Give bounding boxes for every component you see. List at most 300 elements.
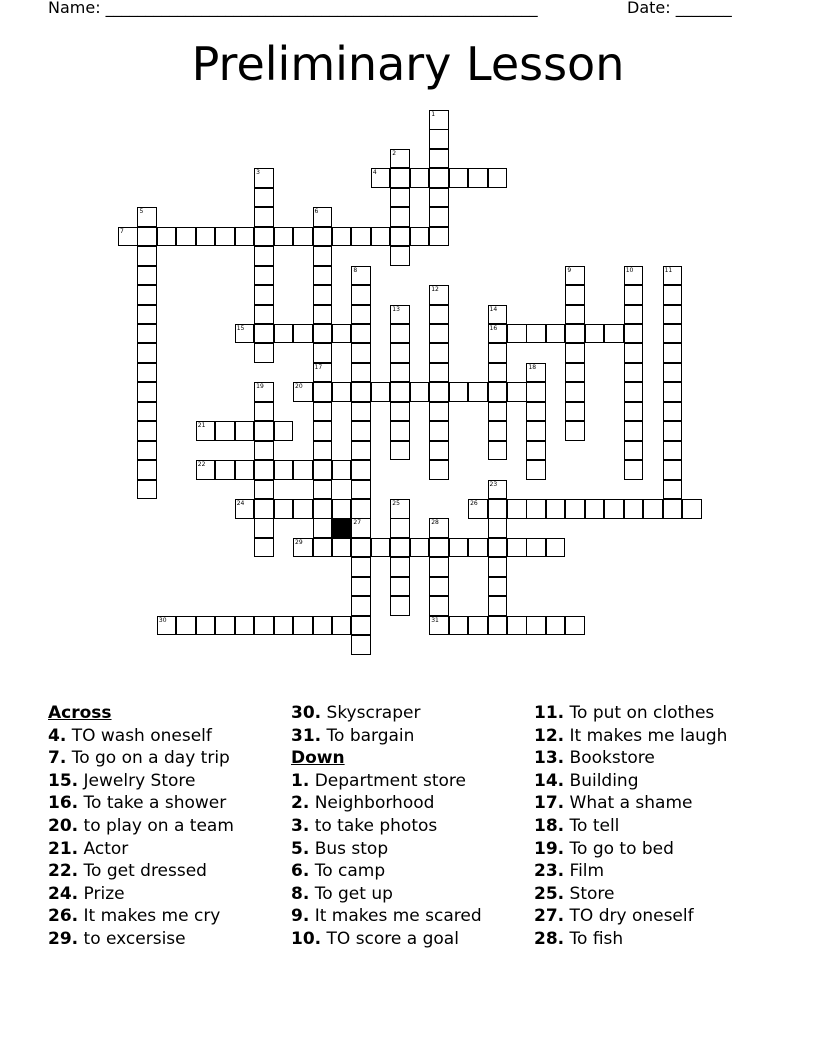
crossword-cell[interactable] — [254, 285, 274, 305]
crossword-cell[interactable] — [254, 305, 274, 325]
crossword-cell[interactable] — [488, 382, 508, 402]
crossword-cell[interactable] — [137, 460, 157, 480]
crossword-cell[interactable] — [663, 285, 683, 305]
crossword-cell[interactable] — [429, 557, 449, 577]
crossword-cell[interactable] — [565, 402, 585, 422]
clue-item — [534, 905, 774, 928]
crossword-cell[interactable] — [215, 227, 235, 247]
crossword-cell[interactable] — [293, 616, 313, 636]
crossword-cell[interactable] — [351, 460, 371, 480]
crossword-cell[interactable] — [351, 441, 371, 461]
crossword-cell[interactable] — [390, 324, 410, 344]
crossword-cell[interactable] — [468, 499, 488, 519]
crossword-cell[interactable] — [624, 285, 644, 305]
clue-number: 19. — [534, 838, 565, 859]
clue-text: TO score a goal — [321, 928, 459, 949]
crossword-cell[interactable] — [526, 460, 546, 480]
crossword-cell[interactable] — [488, 557, 508, 577]
down-clue-list-continued — [534, 702, 774, 951]
clue-number-28: 28 — [431, 519, 439, 527]
crossword-cell[interactable] — [254, 168, 274, 188]
crossword-cell[interactable] — [429, 129, 449, 149]
clue-item — [534, 860, 774, 883]
crossword-cell[interactable] — [507, 538, 527, 558]
crossword-cell[interactable] — [313, 227, 333, 247]
crossword-cell[interactable] — [137, 305, 157, 325]
crossword-cell[interactable] — [313, 538, 333, 558]
crossword-cell[interactable] — [488, 577, 508, 597]
crossword-cell[interactable] — [488, 324, 508, 344]
crossword-cell[interactable] — [390, 402, 410, 422]
clue-text: To take a shower — [78, 793, 227, 814]
crossword-cell[interactable] — [546, 616, 566, 636]
crossword-cell[interactable] — [507, 324, 527, 344]
clue-item — [291, 770, 531, 793]
crossword-cell[interactable] — [565, 324, 585, 344]
crossword-cell[interactable] — [313, 305, 333, 325]
crossword-cell[interactable] — [254, 402, 274, 422]
crossword-cell[interactable] — [332, 538, 352, 558]
clue-item — [48, 905, 288, 928]
crossword-cell[interactable] — [351, 480, 371, 500]
across-heading: Across — [48, 703, 112, 723]
crossword-cell[interactable] — [410, 227, 430, 247]
crossword-cell[interactable] — [313, 518, 333, 538]
crossword-cell[interactable] — [585, 499, 605, 519]
crossword-cell[interactable] — [663, 382, 683, 402]
clue-number: 26. — [48, 906, 79, 927]
crossword-cell[interactable] — [488, 402, 508, 422]
clue-text: to play on a team — [78, 815, 234, 836]
clue-number-10: 10 — [625, 266, 634, 274]
crossword-cell[interactable] — [565, 382, 585, 402]
crossword-cell[interactable] — [254, 441, 274, 461]
crossword-cell[interactable] — [390, 518, 410, 538]
crossword-cell[interactable] — [390, 305, 410, 325]
crossword-cell[interactable] — [351, 266, 371, 286]
crossword-cell[interactable] — [624, 499, 644, 519]
clue-number: 7. — [48, 748, 67, 769]
crossword-cell[interactable] — [137, 324, 157, 344]
crossword-cell[interactable] — [429, 343, 449, 363]
crossword-cell[interactable] — [488, 480, 508, 500]
crossword-cell[interactable] — [565, 363, 585, 383]
crossword-cell[interactable] — [546, 538, 566, 558]
crossword-cell[interactable] — [624, 324, 644, 344]
crossword-cell[interactable] — [488, 421, 508, 441]
crossword-cell[interactable] — [565, 285, 585, 305]
crossword-cell[interactable] — [390, 246, 410, 266]
crossword-cell[interactable] — [663, 343, 683, 363]
crossword-cell[interactable] — [429, 324, 449, 344]
crossword-cell[interactable] — [429, 441, 449, 461]
crossword-cell[interactable] — [293, 382, 313, 402]
crossword-cell[interactable] — [390, 168, 410, 188]
crossword-cell[interactable] — [274, 460, 294, 480]
clues-column-2 — [291, 702, 531, 951]
crossword-cell[interactable] — [332, 460, 352, 480]
crossword-cell[interactable] — [254, 188, 274, 208]
name-field[interactable]: Name: ______________________________________________________ — [48, 0, 538, 17]
crossword-cell[interactable] — [137, 207, 157, 227]
crossword-cell[interactable] — [390, 149, 410, 169]
clue-text: To tell — [564, 815, 620, 836]
clue-number: 31. — [291, 725, 322, 746]
crossword-cell[interactable] — [254, 421, 274, 441]
crossword-cell[interactable] — [254, 480, 274, 500]
crossword-cell[interactable] — [332, 227, 352, 247]
crossword-cell[interactable] — [507, 499, 527, 519]
crossword-cell[interactable] — [390, 421, 410, 441]
crossword-cell[interactable] — [293, 538, 313, 558]
crossword-cell[interactable] — [624, 343, 644, 363]
crossword-cell[interactable] — [526, 402, 546, 422]
crossword-cell[interactable] — [663, 363, 683, 383]
crossword-cell[interactable] — [526, 499, 546, 519]
clue-number: 29. — [48, 928, 79, 949]
crossword-cell[interactable] — [565, 343, 585, 363]
clue-text: Actor — [78, 838, 129, 859]
clue-number-13: 13 — [392, 305, 400, 313]
crossword-cell[interactable] — [254, 207, 274, 227]
crossword-cell[interactable] — [449, 616, 469, 636]
crossword-cell[interactable] — [137, 246, 157, 266]
crossword-cell[interactable] — [254, 616, 274, 636]
clue-number: 2. — [291, 793, 310, 814]
crossword-cell[interactable] — [390, 499, 410, 519]
crossword-cell[interactable] — [663, 499, 683, 519]
crossword-cell[interactable] — [663, 324, 683, 344]
crossword-cell[interactable] — [624, 402, 644, 422]
crossword-cell[interactable] — [429, 421, 449, 441]
clue-text: It makes me laugh — [564, 725, 728, 746]
down-clue-list — [291, 770, 531, 951]
crossword-cell[interactable] — [351, 518, 371, 538]
crossword-cell[interactable] — [351, 616, 371, 636]
crossword-cell[interactable] — [429, 402, 449, 422]
crossword-cell[interactable] — [429, 382, 449, 402]
crossword-cell[interactable] — [215, 421, 235, 441]
crossword-cell[interactable] — [137, 363, 157, 383]
crossword-cell[interactable] — [565, 305, 585, 325]
crossword-cell[interactable] — [682, 499, 702, 519]
crossword-cell[interactable] — [410, 538, 430, 558]
crossword-cell[interactable] — [254, 460, 274, 480]
crossword-cell[interactable] — [624, 382, 644, 402]
clue-text: to take photos — [309, 815, 438, 836]
crossword-cell[interactable] — [526, 324, 546, 344]
crossword-cell[interactable] — [526, 382, 546, 402]
crossword-cell[interactable] — [351, 499, 371, 519]
clue-item — [291, 702, 531, 725]
crossword-cell[interactable] — [468, 538, 488, 558]
crossword-cell[interactable] — [293, 460, 313, 480]
clue-number-19: 19 — [256, 383, 264, 391]
crossword-cell[interactable] — [137, 402, 157, 422]
crossword-cell[interactable] — [526, 363, 546, 383]
crossword-cell[interactable] — [293, 227, 313, 247]
crossword-cell[interactable] — [507, 382, 527, 402]
crossword-cell[interactable] — [663, 305, 683, 325]
crossword-cell[interactable] — [390, 577, 410, 597]
crossword-cell[interactable] — [526, 616, 546, 636]
crossword-cell[interactable] — [390, 441, 410, 461]
crossword-cell[interactable] — [332, 324, 352, 344]
crossword-cell[interactable] — [351, 557, 371, 577]
crossword-cell[interactable] — [390, 363, 410, 383]
clue-number: 1. — [291, 770, 310, 791]
crossword-cell[interactable] — [313, 266, 333, 286]
crossword-cell[interactable] — [663, 460, 683, 480]
crossword-cell[interactable] — [254, 246, 274, 266]
crossword-cell[interactable] — [429, 110, 449, 130]
crossword-cell[interactable] — [254, 343, 274, 363]
crossword-cell[interactable] — [429, 168, 449, 188]
crossword-cell[interactable] — [624, 363, 644, 383]
crossword-cell[interactable] — [235, 324, 255, 344]
crossword-cell[interactable] — [663, 421, 683, 441]
crossword-cell[interactable] — [137, 441, 157, 461]
crossword-cell[interactable] — [429, 207, 449, 227]
crossword-cell[interactable] — [624, 441, 644, 461]
clue-item — [48, 747, 288, 770]
crossword-cell[interactable] — [546, 324, 566, 344]
crossword-cell[interactable] — [624, 421, 644, 441]
crossword-cell[interactable] — [196, 616, 216, 636]
crossword-cell[interactable] — [254, 499, 274, 519]
clue-number-3: 3 — [256, 169, 260, 177]
crossword-cell[interactable] — [488, 538, 508, 558]
crossword-cell[interactable] — [429, 363, 449, 383]
crossword-cell[interactable] — [565, 266, 585, 286]
clue-text: to excersise — [78, 928, 186, 949]
crossword-cell[interactable] — [429, 227, 449, 247]
crossword-cell[interactable] — [137, 382, 157, 402]
clue-number-8: 8 — [353, 266, 358, 274]
clue-number-31: 31 — [431, 616, 439, 624]
crossword-cell[interactable] — [313, 402, 333, 422]
clue-item — [534, 702, 774, 725]
crossword-cell[interactable] — [313, 499, 333, 519]
crossword-cell[interactable] — [235, 421, 255, 441]
crossword-cell[interactable] — [215, 616, 235, 636]
crossword-cell[interactable] — [351, 635, 371, 655]
crossword-cell[interactable] — [643, 499, 663, 519]
crossword-cell[interactable] — [351, 305, 371, 325]
crossword-cell[interactable] — [390, 382, 410, 402]
clue-number: 28. — [534, 928, 565, 949]
crossword-cell[interactable] — [313, 246, 333, 266]
crossword-cell[interactable] — [137, 343, 157, 363]
crossword-cell[interactable] — [429, 285, 449, 305]
crossword-cell[interactable] — [565, 499, 585, 519]
crossword-cell[interactable] — [507, 616, 527, 636]
crossword-cell[interactable] — [137, 421, 157, 441]
crossword-cell[interactable] — [351, 421, 371, 441]
crossword-cell[interactable] — [293, 499, 313, 519]
crossword-cell[interactable] — [313, 441, 333, 461]
crossword-cell[interactable] — [410, 168, 430, 188]
crossword-cell[interactable] — [429, 577, 449, 597]
crossword-cell[interactable] — [157, 616, 177, 636]
crossword-cell[interactable] — [254, 382, 274, 402]
crossword-cell[interactable] — [332, 382, 352, 402]
crossword-cell[interactable] — [565, 616, 585, 636]
crossword-cell[interactable] — [429, 460, 449, 480]
crossword-cell[interactable] — [429, 538, 449, 558]
crossword-cell[interactable] — [351, 227, 371, 247]
crossword-cell[interactable] — [624, 266, 644, 286]
crossword-cell[interactable] — [488, 518, 508, 538]
crossword-cell[interactable] — [351, 538, 371, 558]
crossword-cell[interactable] — [235, 616, 255, 636]
crossword-cell[interactable] — [390, 188, 410, 208]
crossword-cell[interactable] — [449, 382, 469, 402]
crossword-cell[interactable] — [390, 343, 410, 363]
crossword-cell[interactable] — [157, 227, 177, 247]
crossword-cell[interactable] — [293, 324, 313, 344]
clue-item — [534, 725, 774, 748]
crossword-cell[interactable] — [488, 596, 508, 616]
crossword-cell[interactable] — [604, 499, 624, 519]
crossword-cell[interactable] — [351, 343, 371, 363]
crossword-cell[interactable] — [429, 616, 449, 636]
crossword-cell[interactable] — [274, 499, 294, 519]
clue-text: Neighborhood — [309, 793, 435, 814]
crossword-cell[interactable] — [313, 480, 333, 500]
crossword-cell[interactable] — [488, 616, 508, 636]
clue-item — [48, 792, 288, 815]
crossword-cell[interactable] — [624, 460, 644, 480]
crossword-cell[interactable] — [663, 266, 683, 286]
crossword-cell[interactable] — [429, 305, 449, 325]
crossword-cell[interactable] — [235, 499, 255, 519]
crossword-cell[interactable] — [390, 227, 410, 247]
crossword-cell[interactable] — [663, 441, 683, 461]
crossword-cell[interactable] — [351, 363, 371, 383]
clue-number-18: 18 — [528, 363, 537, 371]
crossword-cell[interactable] — [371, 538, 391, 558]
crossword-cell[interactable] — [449, 168, 469, 188]
crossword-cell[interactable] — [429, 149, 449, 169]
crossword-cell[interactable] — [313, 207, 333, 227]
crossword-cell[interactable] — [137, 227, 157, 247]
crossword-cell[interactable] — [371, 382, 391, 402]
crossword-cell[interactable] — [351, 596, 371, 616]
crossword-cell[interactable] — [526, 421, 546, 441]
down-heading: Down — [291, 748, 345, 769]
clue-text: Film — [564, 861, 605, 882]
crossword-cell[interactable] — [565, 421, 585, 441]
crossword-cell[interactable] — [488, 441, 508, 461]
crossword-cell[interactable] — [176, 616, 196, 636]
crossword-cell[interactable] — [235, 227, 255, 247]
crossword-cell[interactable] — [429, 518, 449, 538]
crossword-cell[interactable] — [313, 460, 333, 480]
clue-text: Skyscraper — [321, 703, 421, 723]
crossword-cell[interactable] — [137, 285, 157, 305]
crossword-cell[interactable] — [468, 616, 488, 636]
crossword-cell[interactable] — [254, 324, 274, 344]
crossword-cell[interactable] — [254, 227, 274, 247]
clue-number-9: 9 — [567, 266, 572, 274]
crossword-cell[interactable] — [390, 596, 410, 616]
crossword-cell[interactable] — [390, 557, 410, 577]
crossword-cell[interactable] — [332, 499, 352, 519]
crossword-cell[interactable] — [313, 616, 333, 636]
crossword-cell[interactable] — [254, 518, 274, 538]
crossword-cell[interactable] — [429, 596, 449, 616]
crossword-cell[interactable] — [663, 402, 683, 422]
crossword-cell[interactable] — [274, 227, 294, 247]
crossword-cell[interactable] — [488, 343, 508, 363]
crossword-cell[interactable] — [137, 480, 157, 500]
crossword-cell[interactable] — [351, 324, 371, 344]
crossword-cell[interactable] — [488, 499, 508, 519]
crossword-cell[interactable] — [196, 421, 216, 441]
crossword-cell[interactable] — [371, 227, 391, 247]
crossword-cell[interactable] — [390, 538, 410, 558]
crossword-cell[interactable] — [371, 168, 391, 188]
crossword-cell[interactable] — [604, 324, 624, 344]
clue-item — [534, 770, 774, 793]
crossword-cell[interactable] — [274, 421, 294, 441]
crossword-cell[interactable] — [351, 285, 371, 305]
crossword-cell[interactable] — [274, 616, 294, 636]
clue-number: 25. — [534, 883, 565, 904]
crossword-cell[interactable] — [313, 382, 333, 402]
crossword-cell[interactable] — [546, 499, 566, 519]
crossword-cell[interactable] — [351, 577, 371, 597]
crossword-cell[interactable] — [468, 382, 488, 402]
crossword-cell[interactable] — [196, 460, 216, 480]
crossword-cell[interactable] — [624, 305, 644, 325]
crossword-cell[interactable] — [488, 305, 508, 325]
crossword-cell[interactable] — [215, 460, 235, 480]
clue-number: 11. — [534, 703, 565, 723]
crossword-cell[interactable] — [313, 324, 333, 344]
crossword-cell[interactable] — [390, 207, 410, 227]
crossword-cell[interactable] — [351, 382, 371, 402]
crossword-cell[interactable] — [254, 538, 274, 558]
crossword-cell[interactable] — [254, 266, 274, 286]
crossword-cell[interactable] — [313, 363, 333, 383]
crossword-cell[interactable] — [313, 343, 333, 363]
crossword-cell[interactable] — [585, 324, 605, 344]
crossword-cell[interactable] — [468, 168, 488, 188]
date-field[interactable]: Date: _______ — [627, 0, 732, 17]
crossword-cell[interactable] — [313, 285, 333, 305]
crossword-cell[interactable] — [526, 538, 546, 558]
crossword-cell[interactable] — [663, 480, 683, 500]
crossword-cell[interactable] — [176, 227, 196, 247]
crossword-cell[interactable] — [274, 324, 294, 344]
crossword-cell[interactable] — [351, 402, 371, 422]
crossword-cell[interactable] — [313, 421, 333, 441]
crossword-cell[interactable] — [526, 441, 546, 461]
crossword-cell[interactable] — [488, 168, 508, 188]
crossword-cell[interactable] — [410, 382, 430, 402]
crossword-cell[interactable] — [137, 266, 157, 286]
crossword-cell[interactable] — [235, 460, 255, 480]
clue-text: Department store — [309, 770, 466, 791]
crossword-cell[interactable] — [429, 188, 449, 208]
crossword-cell[interactable] — [196, 227, 216, 247]
crossword-cell[interactable] — [488, 363, 508, 383]
crossword-cell[interactable] — [332, 616, 352, 636]
crossword-cell[interactable] — [118, 227, 138, 247]
crossword-cell[interactable] — [449, 538, 469, 558]
